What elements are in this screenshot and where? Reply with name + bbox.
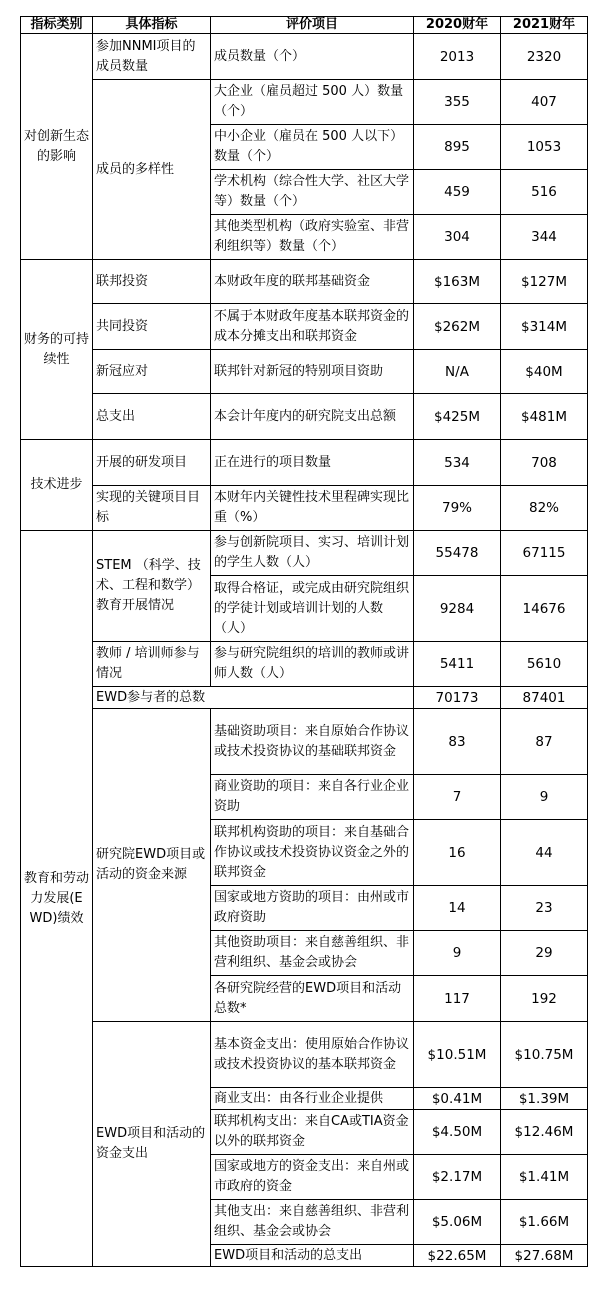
value-2020: 2013 [414,34,501,80]
indicator-cell: EWD参与者的总数 [93,687,414,709]
indicator-cell: 总支出 [93,394,211,440]
value-2021: 2320 [501,34,588,80]
value-2021: 1053 [501,125,588,170]
indicator-cell: 新冠应对 [93,350,211,394]
item-cell: 其他支出：来自慈善组织、非营利组织、基金会或协会 [211,1200,414,1245]
value-2020: $10.51M [414,1022,501,1088]
value-2021: $1.39M [501,1088,588,1110]
value-2020: 9284 [414,576,501,642]
indicator-cell: 开展的研发项目 [93,440,211,486]
item-cell: 其他类型机构（政府实验室、非营利组织等）数量（个） [211,215,414,260]
value-2021: $40M [501,350,588,394]
indicator-cell: 教师 / 培训师参与情况 [93,642,211,687]
header-row [21,17,588,34]
value-2020: 5411 [414,642,501,687]
metrics-table [20,16,588,1267]
table-row [21,440,588,486]
value-2020: $5.06M [414,1200,501,1245]
item-cell: 商业资助的项目：来自各行业企业资助 [211,775,414,820]
table-row [21,687,588,709]
table-row [21,709,588,775]
indicator-cell: 参加NNMI项目的成员数量 [93,34,211,80]
table-row [21,531,588,576]
value-2020: 83 [414,709,501,775]
value-2020: 79% [414,486,501,531]
item-cell: 国家或地方的资金支出：来自州或市政府的资金 [211,1155,414,1200]
indicator-cell: 共同投资 [93,304,211,350]
value-2020: $425M [414,394,501,440]
value-2020: $0.41M [414,1088,501,1110]
item-cell: 本财政年度的联邦基础资金 [211,260,414,304]
category-innovation: 对创新生态的影响 [21,34,93,260]
table-row [21,304,588,350]
value-2021: 407 [501,80,588,125]
value-2021: 9 [501,775,588,820]
value-2020: $2.17M [414,1155,501,1200]
value-2021: 44 [501,820,588,886]
value-2020: 459 [414,170,501,215]
value-2021: 67115 [501,531,588,576]
item-cell: EWD项目和活动的总支出 [211,1245,414,1267]
indicator-cell: 实现的关键项目目标 [93,486,211,531]
item-cell: 其他资助项目：来自慈善组织、非营利组织、基金会或协会 [211,931,414,976]
value-2020: $262M [414,304,501,350]
value-2021: 344 [501,215,588,260]
value-2020: 55478 [414,531,501,576]
value-2021: 14676 [501,576,588,642]
value-2020: 9 [414,931,501,976]
value-2020: 355 [414,80,501,125]
item-cell: 正在进行的项目数量 [211,440,414,486]
header-category: 指标类别 [21,17,93,34]
category-tech: 技术进步 [21,440,93,531]
value-2020: 7 [414,775,501,820]
table-row [21,260,588,304]
item-cell: 学术机构（综合性大学、社区大学等）数量（个） [211,170,414,215]
item-cell: 基础资助项目：来自原始合作协议或技术投资协议的基础联邦资金 [211,709,414,775]
indicator-cell: 联邦投资 [93,260,211,304]
item-cell: 不属于本财政年度基本联邦资金的成本分摊支出和联邦资金 [211,304,414,350]
table-row [21,394,588,440]
table-row [21,34,588,80]
header-fy2020: 2020财年 [414,17,501,34]
value-2021: $10.75M [501,1022,588,1088]
value-2021: 87 [501,709,588,775]
table-row [21,486,588,531]
category-finance: 财务的可持续性 [21,260,93,440]
item-cell: 本财年内关键性技术里程碑实现比重（%） [211,486,414,531]
item-cell: 大企业（雇员超过 500 人）数量（个） [211,80,414,125]
indicator-cell: STEM （科学、技术、工程和数学）教育开展情况 [93,531,211,642]
item-cell: 国家或地方资助的项目：由州或市政府资助 [211,886,414,931]
item-cell: 商业支出：由各行业企业提供 [211,1088,414,1110]
item-cell: 中小企业（雇员在 500 人以下）数量（个） [211,125,414,170]
value-2021: 29 [501,931,588,976]
value-2021: 708 [501,440,588,486]
value-2021: $1.41M [501,1155,588,1200]
table-row [21,80,588,125]
value-2021: $27.68M [501,1245,588,1267]
value-2020: 16 [414,820,501,886]
value-2021: $127M [501,260,588,304]
indicator-cell: 研究院EWD项目或活动的资金来源 [93,709,211,1022]
value-2020: $163M [414,260,501,304]
value-2021: $1.66M [501,1200,588,1245]
value-2021: $12.46M [501,1110,588,1155]
item-cell: 联邦机构支出：来自CA或TIA资金以外的联邦资金 [211,1110,414,1155]
value-2020: 534 [414,440,501,486]
category-ewd: 教育和劳动力发展(EWD)绩效 [21,531,93,1267]
value-2020: $4.50M [414,1110,501,1155]
value-2020: 117 [414,976,501,1022]
value-2020: 14 [414,886,501,931]
item-cell: 联邦机构资助的项目：来自基础合作协议或技术投资协议资金之外的联邦资金 [211,820,414,886]
item-cell: 成员数量（个） [211,34,414,80]
indicator-cell: 成员的多样性 [93,80,211,260]
value-2021: $314M [501,304,588,350]
value-2020: 895 [414,125,501,170]
value-2021: 23 [501,886,588,931]
value-2021: 516 [501,170,588,215]
value-2021: 82% [501,486,588,531]
value-2021: 87401 [501,687,588,709]
value-2020: 70173 [414,687,501,709]
item-cell: 基本资金支出：使用原始合作协议或技术投资协议的基本联邦资金 [211,1022,414,1088]
value-2020: N/A [414,350,501,394]
header-indicator: 具体指标 [93,17,211,34]
item-cell: 参与创新院项目、实习、培训计划的学生人数（人） [211,531,414,576]
table-row [21,350,588,394]
header-fy2021: 2021财年 [501,17,588,34]
item-cell: 取得合格证，或完成由研究院组织的学徒计划或培训计划的人数（人） [211,576,414,642]
item-cell: 各研究院经营的EWD项目和活动总数* [211,976,414,1022]
value-2021: 5610 [501,642,588,687]
value-2020: 304 [414,215,501,260]
item-cell: 本会计年度内的研究院支出总额 [211,394,414,440]
value-2020: $22.65M [414,1245,501,1267]
table-row [21,1022,588,1088]
value-2021: $481M [501,394,588,440]
indicator-cell: EWD项目和活动的资金支出 [93,1022,211,1267]
header-item: 评价项目 [211,17,414,34]
value-2021: 192 [501,976,588,1022]
item-cell: 参与研究院组织的培训的教师或讲师人数（人） [211,642,414,687]
item-cell: 联邦针对新冠的特别项目资助 [211,350,414,394]
table-row [21,642,588,687]
